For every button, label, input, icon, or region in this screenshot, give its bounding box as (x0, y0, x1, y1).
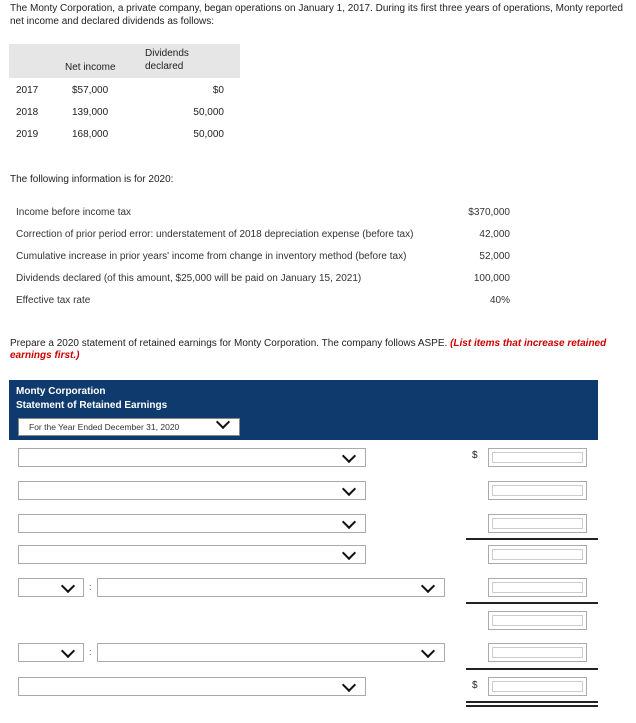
info-label: Cumulative increase in prior years' income from change in inventory method (before tax) (16, 251, 407, 262)
statement-item-select[interactable] (97, 578, 445, 597)
intro-text: The Monty Corporation, a private company, began operations on January 1, 2017. During its first three years of operations, Monty reported net income and declared dividends as follows: (10, 3, 623, 27)
statement-title: Statement of Retained Earnings (16, 400, 168, 411)
amount-input[interactable] (488, 677, 587, 696)
colon-separator: : (89, 582, 92, 592)
amount-input[interactable] (488, 643, 587, 662)
total-rule-top (466, 701, 598, 703)
amount-input[interactable] (488, 448, 587, 467)
info-row (16, 292, 510, 312)
dividends-cell: 50,000 (193, 129, 224, 140)
dollar-sign: $ (472, 450, 478, 461)
dividends-cell: 50,000 (193, 107, 224, 118)
statement-item-select[interactable] (18, 448, 366, 467)
info-row (16, 270, 510, 290)
info-value: 52,000 (479, 251, 510, 262)
colon-separator: : (89, 647, 92, 657)
amount-input[interactable] (488, 481, 587, 500)
subtotal-rule (466, 602, 598, 604)
net-income-cell: 168,000 (72, 129, 109, 140)
info-value: 42,000 (479, 229, 510, 240)
total-rule-bottom (466, 705, 598, 707)
prompt-note: (List items that increase retained earnings first.) (10, 338, 607, 361)
info-row (16, 248, 510, 268)
subtotal-rule (466, 538, 598, 540)
statement-item-select[interactable] (18, 677, 366, 696)
info-value: $370,000 (468, 207, 510, 218)
statement-company: Monty Corporation (16, 386, 106, 397)
year-cell: 2017 (16, 85, 39, 96)
info-value: 40% (489, 295, 510, 306)
amount-input[interactable] (488, 611, 587, 630)
statement-item-select[interactable] (97, 643, 445, 662)
net-income-cell: 139,000 (72, 107, 109, 118)
history-table-header (9, 44, 240, 78)
info-label: Income before income tax (16, 207, 132, 218)
sign-select[interactable] (18, 643, 84, 662)
history-row (9, 103, 240, 123)
sign-select[interactable] (18, 578, 84, 597)
period-select[interactable] (18, 418, 240, 436)
amount-input[interactable] (488, 578, 587, 597)
dollar-sign: $ (472, 680, 478, 691)
year-cell: 2018 (16, 107, 39, 118)
prompt-main: Prepare a 2020 statement of retained earnings for Monty Corporation. The company follows ASPE. (10, 338, 448, 349)
period-label: For the Year Ended December 31, 2020 (29, 422, 180, 432)
statement-item-select[interactable] (18, 514, 366, 533)
info-value: 100,000 (473, 273, 510, 284)
net-income-header: Net income (65, 62, 116, 73)
amount-input[interactable] (488, 545, 587, 564)
dividends-header: Dividends declared (145, 48, 189, 72)
info-title: The following information is for 2020: (10, 174, 174, 185)
year-cell: 2019 (16, 129, 39, 140)
subtotal-rule (466, 668, 598, 670)
history-row (9, 81, 240, 101)
info-label: Dividends declared (of this amount, $25,000 will be paid on January 15, 2021) (16, 273, 362, 284)
net-income-cell: $57,000 (72, 85, 109, 96)
info-row (16, 226, 510, 246)
statement-item-select[interactable] (18, 545, 366, 564)
info-row (16, 204, 510, 224)
statement-item-select[interactable] (18, 481, 366, 500)
info-label: Correction of prior period error: understatement of 2018 depreciation expense (before tax) (16, 229, 414, 240)
amount-input[interactable] (488, 514, 587, 533)
prompt-text (10, 338, 626, 362)
dividends-cell: $0 (212, 85, 224, 96)
history-row (9, 125, 240, 145)
info-label: Effective tax rate (16, 295, 91, 306)
